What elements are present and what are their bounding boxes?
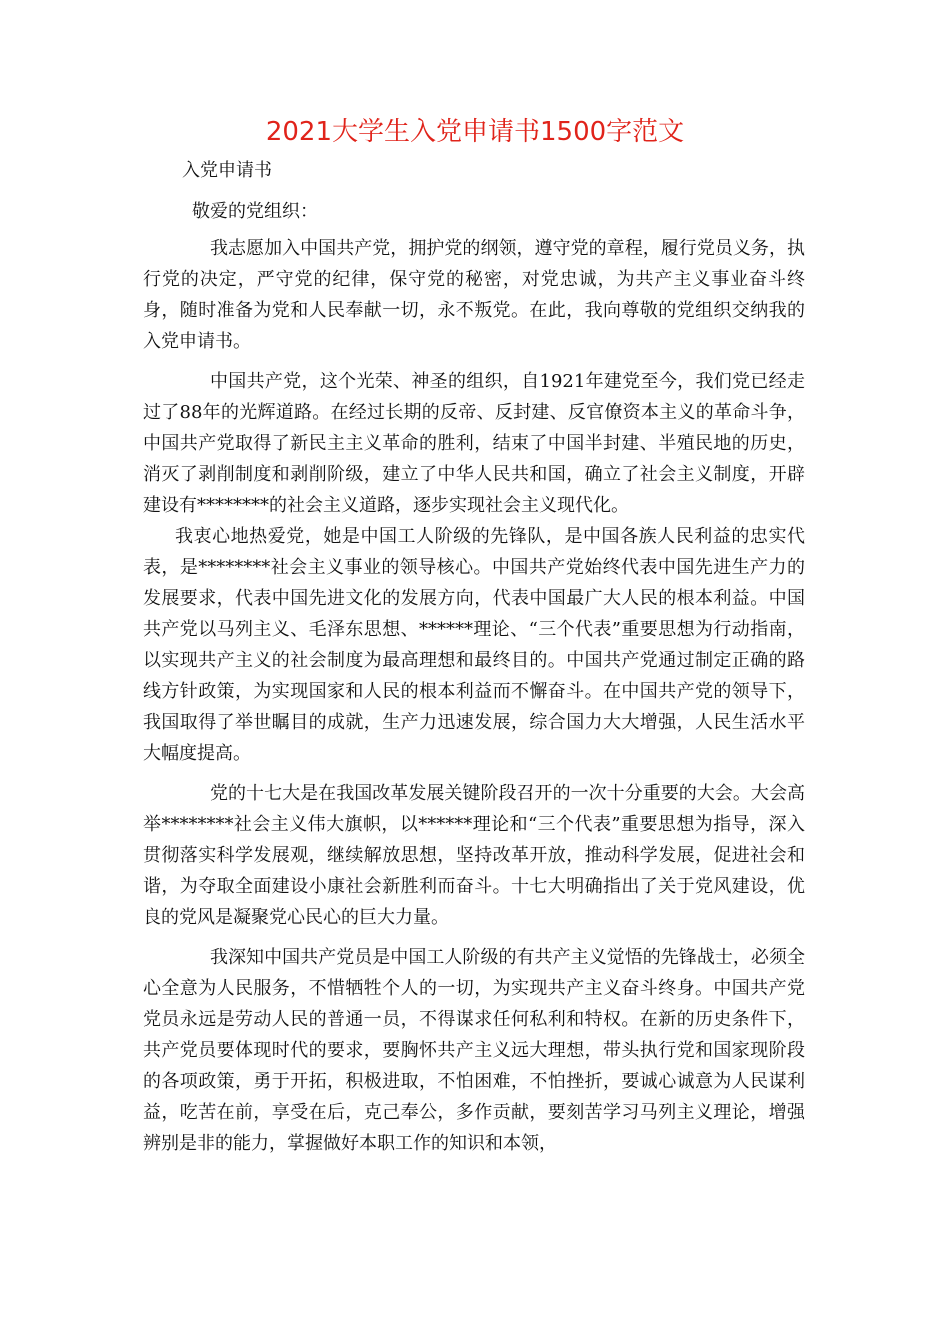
paragraph: 我深知中国共产党员是中国工人阶级的有共产主义觉悟的先锋战士，必须全心全意为人民服务，不惜牺牲个人的一切，为实现共产主义奋斗终身。中国共产党党员永远是劳动人民的普通一员，不得谋求任何私利和特权。在新的历史条件下，共产党员要体现时代的要求，要胸怀共产主义远大理想，带头执行党和国家现阶段的各项政策，勇于开拓，积极进取，不怕困难，不怕挫折，要诚心诚意为人民谋利益，吃苦在前，享受在后，克己奉公，多作贡献，要刻苦学习马列主义理论，增强辨别是非的能力，掌握做好本职工作的知识和本领，: [143, 947, 805, 1154]
paragraph: 党的十七大是在我国改革发展关键阶段召开的一次十分重要的大会。大会高举********社会主义伟大旗帜，以******理论和“三个代表”重要思想为指导，深入贯彻落实科学发展观，继续解放思想，坚持改革开放，推动科学发展，促进社会和谐，为夺取全面建设小康社会新胜利而奋斗。十七大明确指出了关于党风建设，优良的党风是凝聚党心民心的巨大力量。: [143, 783, 805, 928]
paragraph: 我衷心地热爱党，她是中国工人阶级的先锋队，是中国各族人民利益的忠实代表，是********社会主义事业的领导核心。中国共产党始终代表中国先进生产力的发展要求，代表中国先进文化的发展方向，代表中国最广大人民的根本利益。中国共产党以马列主义、毛泽东思想、******理论、“三个代表”重要思想为行动指南，以实现共产主义的社会制度为最高理想和最终目的。中国共产党通过制定正确的路线方针政策，为实现国家和人民的根本利益而不懈奋斗。在中国共产党的领导下，我国取得了举世瞩目的成就，生产力迅速发展，综合国力大大增强，人民生活水平大幅度提高。: [143, 526, 805, 764]
document-heading: 入党申请书: [182, 160, 272, 181]
paragraph: 我志愿加入中国共产党，拥护党的纲领，遵守党的章程，履行党员义务，执行党的决定，严守党的纪律，保守党的秘密，对党忠诚，为共产主义事业奋斗终身，随时准备为党和人民奉献一切，永不叛党。在此，我向尊敬的党组织交纳我的入党申请书。: [143, 238, 805, 352]
document-body: [143, 233, 805, 1159]
paragraph: 中国共产党，这个光荣、神圣的组织，自1921年建党至今，我们党已经走过了88年的光辉道路。在经过长期的反帝、反封建、反官僚资本主义的革命斗争，中国共产党取得了新民主主义革命的胜利，结束了中国半封建、半殖民地的历史，消灭了剥削制度和剥削阶级，建立了中华人民共和国，确立了社会主义制度，开辟建设有********的社会主义道路，逐步实现社会主义现代化。: [143, 371, 805, 516]
salutation: 敬爱的党组织：: [192, 201, 318, 222]
document-title: 2021大学生入党申请书1500字范文: [265, 117, 685, 147]
